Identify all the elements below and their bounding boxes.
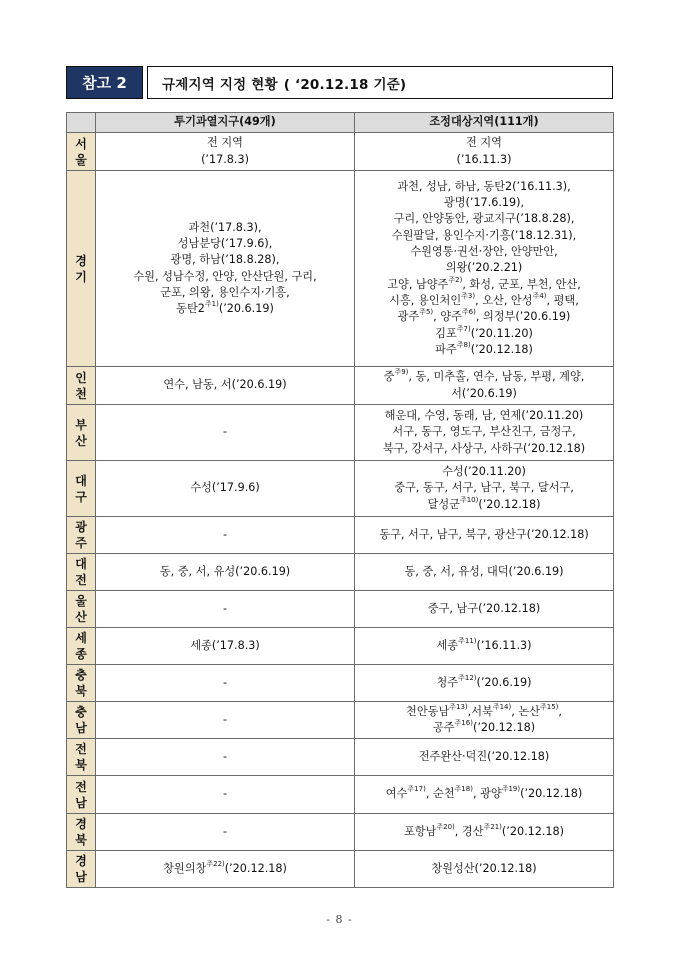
footnote-marker: 주6) — [461, 308, 476, 317]
cell-line — [358, 497, 610, 513]
cell-text: 천안동남 — [406, 704, 450, 718]
cell-text: 중 — [383, 370, 395, 384]
cell-text: 과천(’17.8.3), — [188, 220, 262, 234]
cell-text: 시흥, 용인처인 — [389, 293, 462, 307]
cell-text: 동구, 서구, 남구, 북구, 광산구(’20.12.18) — [379, 527, 589, 541]
table-row — [67, 814, 614, 851]
cell-line — [358, 861, 610, 877]
table-row — [67, 665, 614, 702]
region-char: 북 — [75, 684, 87, 698]
region-char: 서 — [75, 136, 87, 151]
region-cell — [67, 776, 96, 814]
footnote-marker: 주21) — [483, 822, 502, 831]
cell-line — [358, 211, 610, 227]
cell-text: (’20.12.18) — [470, 342, 533, 356]
cell-text: , 광양 — [472, 787, 502, 801]
region-char: 충 — [75, 668, 87, 682]
cell-line — [358, 480, 610, 496]
cell-text: (’20.6.19) — [476, 675, 532, 689]
cell-text: 전 지역 — [207, 136, 243, 150]
cell-text: 세종(’17.8.3) — [190, 638, 260, 652]
cell-line — [99, 786, 351, 802]
cell-line — [99, 712, 351, 728]
region-cell — [67, 367, 96, 405]
cell-text: 수성(’17.9.6) — [190, 481, 260, 495]
page-title: 규제지역 지정 현황 — [162, 76, 278, 93]
speculative-zone-cell — [96, 665, 355, 702]
cell-text: 서(’20.6.19) — [451, 386, 517, 400]
cell-line — [358, 179, 610, 195]
adjustment-zone-cell — [355, 461, 614, 517]
region-char: 전 — [75, 573, 87, 587]
cell-line — [358, 260, 610, 276]
region-char: 울 — [75, 152, 87, 167]
region-cell — [67, 405, 96, 461]
cell-text: - — [222, 824, 228, 838]
cell-text: , 순천 — [425, 787, 455, 801]
region-cell — [67, 814, 96, 851]
title-box — [147, 66, 613, 99]
footnote-marker: 주1) — [204, 300, 219, 309]
region-cell — [67, 739, 96, 776]
footnote-marker: 주14) — [492, 702, 512, 711]
adjustment-zone-cell — [355, 517, 614, 554]
cell-text: 세종 — [436, 638, 459, 652]
table-row — [67, 405, 614, 461]
region-char: 부 — [75, 417, 87, 432]
cell-line — [99, 638, 351, 654]
speculative-zone-cell — [96, 367, 355, 405]
cell-line — [358, 824, 610, 840]
table-row — [67, 851, 614, 888]
cell-line — [358, 786, 610, 802]
adjustment-zone-cell — [355, 814, 614, 851]
speculative-zone-cell — [96, 702, 355, 739]
region-cell — [67, 171, 96, 367]
cell-text: , 양주 — [433, 310, 462, 324]
cell-text: 광주 — [397, 310, 420, 324]
cell-text: (’20.11.20) — [470, 326, 533, 340]
footnote-marker: 주20) — [436, 822, 455, 831]
cell-line — [99, 236, 351, 252]
column-header-speculative: 투기과열지구(49개) — [96, 113, 355, 133]
region-char: 충 — [75, 705, 87, 719]
cell-text: 중구, 남구(’20.12.18) — [427, 601, 541, 615]
cell-text: 동, 중, 서, 유성, 대덕(’20.6.19) — [404, 564, 564, 578]
cell-text: , 논산 — [511, 704, 540, 718]
region-char: 산 — [75, 433, 87, 448]
column-header-adjusted: 조정대상지역(111개) — [355, 113, 614, 133]
cell-text: 청주 — [436, 675, 459, 689]
cell-text: - — [222, 712, 228, 726]
region-cell — [67, 591, 96, 628]
region-char: 북 — [75, 758, 87, 772]
region-char: 산 — [75, 610, 87, 624]
cell-line — [358, 342, 610, 358]
cell-text: (’16.11.3) — [476, 638, 532, 652]
reference-badge: 참고 2 — [66, 66, 143, 99]
region-char: 경 — [75, 253, 87, 268]
adjustment-zone-cell — [355, 702, 614, 739]
table-row — [67, 367, 614, 405]
cell-text: 광명, 하남(’18.8.28), — [170, 253, 280, 267]
cell-text: 수원, 성남수정, 안양, 안산단원, 구리, — [133, 269, 317, 283]
cell-line — [358, 228, 610, 244]
cell-text: (’20.12.18) — [501, 824, 565, 838]
cell-line — [358, 704, 610, 720]
region-char: 대 — [75, 557, 87, 571]
speculative-zone-cell — [96, 133, 355, 171]
footnote-marker: 주19) — [501, 785, 521, 794]
region-cell — [67, 702, 96, 739]
cell-text: 성남분당(’17.9.6), — [177, 236, 273, 250]
cell-line — [358, 277, 610, 293]
table-row — [67, 554, 614, 591]
cell-text: 여수 — [385, 787, 408, 801]
cell-line — [358, 720, 610, 736]
cell-text: 수원영통·권선·장안, 안양만안, — [410, 245, 558, 259]
cell-text: - — [222, 425, 228, 439]
cell-line — [99, 527, 351, 543]
cell-line — [358, 749, 610, 765]
region-char: 울 — [75, 594, 87, 608]
cell-line — [358, 244, 610, 260]
region-char: 남 — [75, 795, 87, 810]
footnote-marker: 주18) — [454, 785, 473, 794]
cell-text: - — [222, 527, 228, 541]
footnote-marker: 주10) — [459, 495, 479, 504]
region-char: 전 — [75, 742, 87, 756]
cell-line — [358, 601, 610, 617]
footnote-marker: 주13) — [449, 702, 468, 711]
cell-text: 광명(’17.6.19), — [443, 196, 525, 210]
cell-line — [99, 252, 351, 268]
region-char: 남 — [75, 870, 87, 884]
speculative-zone-cell — [96, 171, 355, 367]
cell-line — [358, 675, 610, 691]
cell-line — [358, 441, 610, 457]
cell-text: , 오산, 안성 — [475, 293, 533, 307]
cell-text: ,서북 — [467, 704, 493, 718]
adjustment-zone-cell — [355, 851, 614, 888]
footnote-marker: 주3) — [461, 291, 476, 300]
cell-line — [358, 309, 610, 325]
header-corner-cell — [67, 113, 96, 133]
adjustment-zone-cell — [355, 554, 614, 591]
table-row — [67, 517, 614, 554]
cell-text: , 평택, — [546, 293, 579, 307]
cell-text: 포항남 — [403, 824, 437, 838]
cell-text: 김포 — [435, 326, 457, 340]
region-char: 천 — [75, 386, 87, 401]
region-char: 기 — [75, 269, 87, 284]
cell-text: - — [222, 749, 228, 763]
region-char: 구 — [75, 489, 87, 504]
cell-line — [358, 369, 610, 385]
cell-text: 동탄2 — [176, 302, 205, 316]
footnote-marker: 주11) — [458, 636, 477, 645]
cell-text: 파주 — [435, 342, 457, 356]
cell-line — [99, 675, 351, 691]
section-header — [66, 66, 613, 99]
cell-text: 동, 중, 서, 유성(’20.6.19) — [159, 564, 291, 578]
region-char: 종 — [75, 647, 87, 661]
cell-line — [99, 749, 351, 765]
table-row — [67, 776, 614, 814]
speculative-zone-cell — [96, 461, 355, 517]
cell-text: (’20.12.18) — [224, 861, 287, 875]
region-cell — [67, 517, 96, 554]
table-header-row — [67, 113, 614, 133]
adjustment-zone-cell — [355, 739, 614, 776]
cell-text: 군포, 의왕, 용인수지·기흥, — [160, 285, 290, 299]
cell-line — [99, 424, 351, 440]
cell-text: 서구, 동구, 영도구, 부산진구, 금정구, — [392, 425, 576, 439]
cell-text: (’20.12.18) — [478, 497, 541, 511]
region-char: 세 — [75, 631, 87, 645]
cell-line — [99, 824, 351, 840]
speculative-zone-cell — [96, 517, 355, 554]
table-row — [67, 591, 614, 628]
footnote-marker: 주9) — [394, 368, 409, 377]
regulated-areas-table — [66, 112, 614, 888]
cell-text: 과천, 성남, 하남, 동탄2(’16.11.3), — [397, 179, 571, 193]
speculative-zone-cell — [96, 554, 355, 591]
footnote-marker: 주2) — [448, 275, 463, 284]
footnote-marker: 주17) — [407, 785, 426, 794]
adjustment-zone-cell — [355, 405, 614, 461]
cell-text: - — [222, 601, 228, 615]
title-date: ( ‘20.12.18 기준) — [283, 76, 407, 93]
table-row — [67, 702, 614, 739]
cell-line — [358, 464, 610, 480]
cell-text: , 화성, 군포, 부천, 안산, — [462, 277, 581, 291]
adjustment-zone-cell — [355, 591, 614, 628]
region-cell — [67, 665, 96, 702]
cell-line — [358, 135, 610, 151]
region-char: 남 — [75, 721, 87, 735]
speculative-zone-cell — [96, 628, 355, 665]
cell-line — [358, 408, 610, 424]
table-row — [67, 739, 614, 776]
cell-text: 창원의창 — [163, 861, 207, 875]
region-cell — [67, 851, 96, 888]
cell-line — [99, 564, 351, 580]
cell-text: , — [558, 704, 562, 718]
table-row — [67, 628, 614, 665]
region-char: 경 — [75, 854, 87, 868]
adjustment-zone-cell — [355, 776, 614, 814]
cell-text: (’16.11.3) — [456, 152, 512, 166]
table-row — [67, 133, 614, 171]
table-row — [67, 461, 614, 517]
adjustment-zone-cell — [355, 171, 614, 367]
speculative-zone-cell — [96, 776, 355, 814]
cell-text: (’20.6.19) — [218, 302, 274, 316]
cell-text: 연수, 남동, 서(’20.6.19) — [163, 378, 287, 392]
speculative-zone-cell — [96, 814, 355, 851]
cell-text: 달성군 — [427, 497, 460, 511]
region-char: 북 — [75, 833, 87, 847]
footnote-marker: 주15) — [539, 702, 559, 711]
cell-text: - — [222, 787, 228, 801]
cell-text: , 경산 — [454, 824, 484, 838]
cell-line — [99, 135, 351, 151]
region-char: 광 — [75, 520, 87, 534]
page-number: - 8 - — [326, 913, 353, 926]
cell-text: 해운대, 수영, 동래, 남, 연제(’20.11.20) — [384, 409, 584, 423]
cell-line — [358, 564, 610, 580]
cell-text: 공주 — [432, 721, 455, 734]
cell-text: 구리, 안양동안, 광교지구(’18.8.28), — [393, 212, 575, 226]
region-char: 인 — [75, 370, 87, 385]
table-row — [67, 171, 614, 367]
cell-text: 수성(’20.11.20) — [442, 465, 526, 479]
footnote-marker: 주4) — [532, 291, 547, 300]
speculative-zone-cell — [96, 591, 355, 628]
cell-text: , 의정부(’20.6.19) — [475, 310, 571, 324]
cell-line — [358, 293, 610, 309]
cell-text: (’20.12.18) — [472, 721, 536, 734]
footnote-marker: 주16) — [454, 719, 473, 727]
cell-line — [99, 269, 351, 285]
cell-text: 의왕(’20.2.21) — [445, 261, 523, 275]
cell-line — [99, 480, 351, 496]
region-cell — [67, 461, 96, 517]
adjustment-zone-cell — [355, 133, 614, 171]
cell-line — [99, 152, 351, 168]
region-cell — [67, 133, 96, 171]
adjustment-zone-cell — [355, 628, 614, 665]
cell-line — [99, 861, 351, 877]
cell-text: 고양, 남양주 — [387, 277, 449, 291]
cell-text: , 동, 미추홀, 연수, 남동, 부평, 계양, — [408, 370, 585, 384]
cell-line — [99, 601, 351, 617]
cell-text: (’17.8.3) — [201, 152, 249, 166]
cell-text: (’20.12.18) — [520, 787, 583, 801]
cell-line — [358, 424, 610, 440]
speculative-zone-cell — [96, 405, 355, 461]
cell-line — [358, 386, 610, 402]
region-char: 경 — [75, 817, 87, 831]
cell-line — [358, 527, 610, 543]
cell-text: 전 지역 — [466, 136, 502, 150]
region-cell — [67, 628, 96, 665]
cell-text: - — [222, 675, 228, 689]
footnote-marker: 주5) — [419, 308, 434, 317]
region-char: 주 — [75, 536, 87, 550]
region-char: 전 — [75, 779, 87, 794]
cell-text: 수원팔달, 용인수지·기흥(’18.12.31), — [391, 228, 577, 242]
cell-line — [99, 377, 351, 393]
footnote-marker: 주7) — [456, 324, 471, 333]
cell-line — [99, 220, 351, 236]
speculative-zone-cell — [96, 739, 355, 776]
cell-text: 북구, 강서구, 사상구, 사하구(’20.12.18) — [382, 441, 586, 455]
adjustment-zone-cell — [355, 367, 614, 405]
cell-line — [358, 195, 610, 211]
cell-line — [358, 152, 610, 168]
cell-text: 전주완산·덕진(’20.12.18) — [418, 749, 550, 763]
cell-text: 중구, 동구, 서구, 남구, 북구, 달서구, — [394, 481, 574, 495]
cell-text: 창원성산(’20.12.18) — [431, 861, 537, 875]
cell-line — [99, 285, 351, 301]
region-char: 대 — [75, 473, 87, 488]
speculative-zone-cell — [96, 851, 355, 888]
cell-line — [358, 326, 610, 342]
footnote-marker: 주12) — [458, 673, 477, 682]
cell-line — [358, 638, 610, 654]
adjustment-zone-cell — [355, 665, 614, 702]
footnote-marker: 주8) — [456, 340, 471, 349]
footnote-marker: 주22) — [206, 859, 225, 868]
cell-line — [99, 301, 351, 317]
region-cell — [67, 554, 96, 591]
